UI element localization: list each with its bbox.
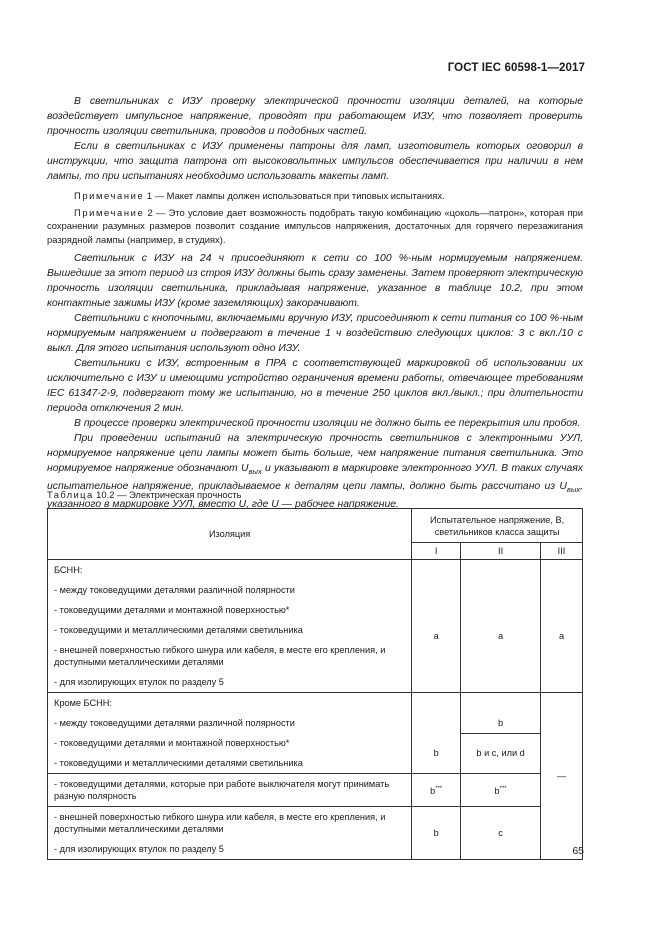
header-test-voltage: Испытательное напряжение, В, светильников класса защиты	[412, 509, 583, 543]
page-number: 65	[572, 845, 584, 857]
header-insulation: Изоляция	[48, 509, 412, 560]
footnote-marker: ***	[435, 785, 443, 792]
table-caption-label: Таблица	[47, 489, 94, 500]
group-1-item: - внешней поверхностью гибкого шнура или кабеля, в месте его крепления, и доступными металлическими деталями	[48, 640, 412, 672]
group-2-class-3-value: —	[541, 693, 583, 860]
group-2-class-2-value-r2: b и c, или d	[461, 733, 541, 774]
group-1-class-2-value: a	[461, 580, 541, 693]
paragraph-5: Светильники с ИЗУ, встроенным в ПРА с соответствующей маркировкой об использовании их исключительно с ИЗУ и имеющими устройство ограничения времени работы, отвечающее требованиям IEC 61347-2-9, подвергают тому же испытанию, но в течение 250 циклов вкл./выкл.; при длительности периода отключения 2 мин.	[47, 358, 583, 414]
header-class-1: I	[412, 543, 461, 560]
group-2-item: - токоведущими деталями и монтажной поверхностью*	[48, 733, 412, 753]
header-class-2: II	[461, 543, 541, 560]
group-2-c1-top	[412, 693, 461, 714]
paragraph-1: В светильниках с ИЗУ проверку электрической прочности изоляции деталей, на которые воздействует импульсное напряжение, проводят при работающем ИЗУ, что позволяет проверить прочность изоляции светильника, проводов и подобных частей.	[47, 96, 583, 137]
note-2	[47, 206, 583, 247]
group-1-item: - между токоведущими деталями различной полярности	[48, 580, 412, 600]
group-1-class-3-value: a	[541, 580, 583, 693]
note-2-text: 2 — Это условие дает возможность подобрать такую комбинацию «цоколь—патрон», которая при сохранении разумных размеров позволит создание импульсов напряжения, достаточных для горячего перезажигания разрядной лампы (например, в студиях).	[47, 206, 583, 245]
note-1-text: 1 — Макет лампы должен использоваться при типовых испытаниях.	[144, 190, 445, 201]
group-1-item: - токоведущими деталями и монтажной поверхностью*	[48, 600, 412, 620]
paragraph-6: В процессе проверки электрической прочности изоляции не должно быть ее перекрытия или пробоя.	[74, 418, 581, 429]
group-2-class-1-value-r4	[412, 774, 461, 807]
group-2-class-1-value-r2: b	[412, 733, 461, 774]
standard-header: ГОСТ IEC 60598-1—2017	[447, 62, 585, 74]
paragraph-4: Светильники с кнопочными, включаемыми вручную ИЗУ, присоединяют к сети питания со 100 %-ным нормируемым напряжением и подвергают в течение 1 ч воздействию следующих циклов: 3 с вкл./10 с выкл. Для этого испытания используют одно ИЗУ.	[47, 313, 583, 354]
group-1-c2-top	[461, 560, 541, 581]
group-2-class-1-value-r5: b	[412, 807, 461, 860]
table-caption-text: 10.2 — Электрическая прочность	[93, 489, 242, 500]
paragraph-7-part-b: и указывают в маркировке электронного УУЛ. В таких случаях испытательное напряжение, прикладываемое к деталям цепи лампы, должно быть рассчитано из U	[47, 463, 583, 493]
u-out-subscript-1: вых	[248, 467, 262, 477]
note-2-label: Примечание	[74, 206, 145, 218]
note-1	[47, 189, 583, 203]
note-1-label: Примечание	[74, 190, 145, 201]
group-2-item: - для изолирующих втулок по разделу 5	[48, 839, 412, 860]
header-class-3: III	[541, 543, 583, 560]
paragraph-3: Светильник с ИЗУ на 24 ч присоединяют к сети со 100 %-ным нормируемым напряжением. Вышедшие за этот период из строя ИЗУ должны быть сразу заменены. Затем проверяют электрическую прочность изоляции светильника, прикладывая напряжение, указанное в таблице 10.2, при этом контактные зажимы ИЗУ (кроме заземляющих) закорачивают.	[47, 253, 583, 309]
dielectric-strength-table	[47, 508, 583, 860]
group-2-item: - внешней поверхностью гибкого шнура или кабеля, в месте его крепления, и доступными металлическими деталями	[48, 807, 412, 840]
group-2-class-2-value-r4-text: b	[494, 786, 500, 797]
group-1-c1-top	[412, 560, 461, 581]
group-2-c2-top	[461, 693, 541, 714]
group-2-class-2-value-r1: b	[461, 713, 541, 733]
group-2-class-2-value-r4	[461, 774, 541, 807]
group-2-class-2-value-r5: c	[461, 807, 541, 860]
u-out-subscript-2: вых	[566, 485, 581, 495]
group-1-c3-top	[541, 560, 583, 581]
body-text	[47, 94, 583, 512]
group-2-item: - токоведущими деталями, которые при работе выключателя могут принимать разную полярность	[48, 774, 412, 807]
paragraph-7-part-c: , указанного в маркировке УУЛ, вместо U, где U — рабочее напряжение.	[47, 481, 583, 511]
group-1-item: - для изолирующих втулок по разделу 5	[48, 672, 412, 693]
group-2-item: - между токоведущими деталями различной полярности	[48, 713, 412, 733]
group-2-c1-r1	[412, 713, 461, 733]
paragraph-2: Если в светильниках с ИЗУ применены патроны для ламп, изготовитель которых оговорил в инструкции, что защита патрона от высоковольтных импульсов обеспечивается при наличии в нем лампы, то при испытаниях необходимо использовать макеты ламп.	[47, 141, 583, 182]
footnote-marker: ***	[499, 785, 507, 792]
group-2-title: Кроме БСНН:	[48, 693, 412, 714]
group-1-item: - токоведущими и металлическими деталями светильника	[48, 620, 412, 640]
group-2-item: - токоведущими и металлическими деталями светильника	[48, 753, 412, 774]
group-1-title: БСНН:	[48, 560, 412, 581]
group-2-class-1-value-r4-text: b	[430, 786, 436, 797]
group-1-class-1-value: a	[412, 580, 461, 693]
paragraph-7-part-a: При проведении испытаний на электрическую прочность светильников с электронными УУЛ, нормируемое напряжение цепи лампы может быть больше, чем напряжение питания светильника. Это нормируемое напряжение обозначают U	[47, 433, 583, 474]
table-caption	[47, 489, 242, 500]
